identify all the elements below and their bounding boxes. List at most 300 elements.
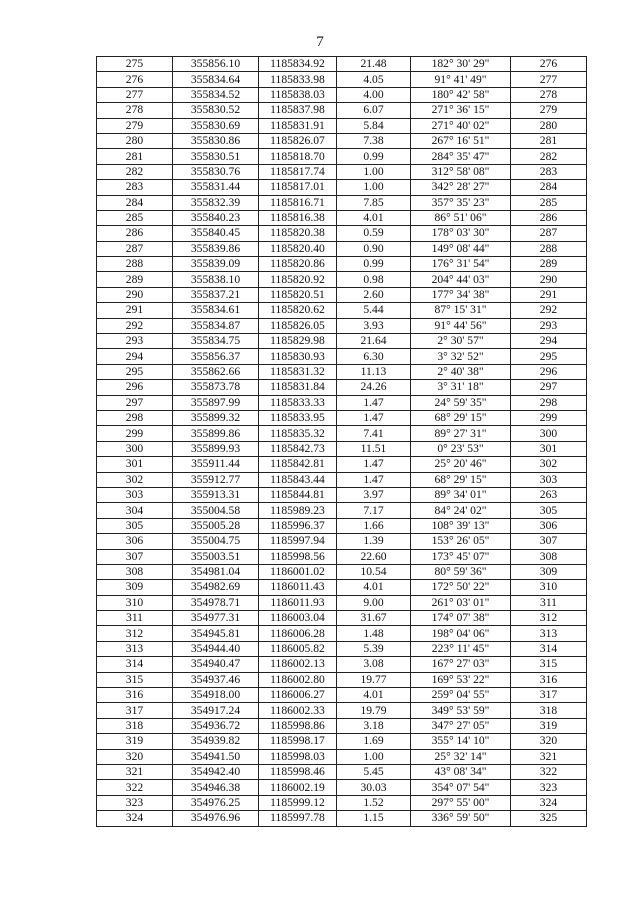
x-coordinate-cell: 355840.45 xyxy=(173,226,259,241)
distance-cell: 0.59 xyxy=(337,226,411,241)
point-number-cell: 318 xyxy=(97,718,173,733)
next-point-cell: 296 xyxy=(511,364,587,379)
bearing-cell: 2° 30' 57" xyxy=(411,334,511,349)
bearing-cell: 261° 03' 01" xyxy=(411,595,511,610)
point-number-cell: 287 xyxy=(97,241,173,256)
table-row xyxy=(97,472,587,487)
bearing-cell: 149° 08' 44" xyxy=(411,241,511,256)
table-row xyxy=(97,657,587,672)
point-number-cell: 305 xyxy=(97,518,173,533)
y-coordinate-cell: 1186006.27 xyxy=(259,688,337,703)
distance-cell: 1.15 xyxy=(337,811,411,826)
bearing-cell: 91° 41' 49" xyxy=(411,72,511,87)
next-point-cell: 317 xyxy=(511,688,587,703)
x-coordinate-cell: 354977.31 xyxy=(173,611,259,626)
x-coordinate-cell: 354918.00 xyxy=(173,688,259,703)
next-point-cell: 263 xyxy=(511,487,587,502)
bearing-cell: 336° 59' 50" xyxy=(411,811,511,826)
next-point-cell: 311 xyxy=(511,595,587,610)
distance-cell: 21.64 xyxy=(337,334,411,349)
bearing-cell: 172° 50' 22" xyxy=(411,580,511,595)
next-point-cell: 277 xyxy=(511,72,587,87)
y-coordinate-cell: 1186001.02 xyxy=(259,564,337,579)
distance-cell: 4.05 xyxy=(337,72,411,87)
table-row xyxy=(97,87,587,102)
bearing-cell: 355° 14' 10" xyxy=(411,734,511,749)
next-point-cell: 294 xyxy=(511,334,587,349)
y-coordinate-cell: 1185831.91 xyxy=(259,118,337,133)
bearing-cell: 91° 44' 56" xyxy=(411,318,511,333)
distance-cell: 1.47 xyxy=(337,472,411,487)
distance-cell: 4.01 xyxy=(337,210,411,225)
distance-cell: 5.39 xyxy=(337,641,411,656)
next-point-cell: 313 xyxy=(511,626,587,641)
bearing-cell: 312° 58' 08" xyxy=(411,164,511,179)
next-point-cell: 280 xyxy=(511,118,587,133)
x-coordinate-cell: 355830.51 xyxy=(173,149,259,164)
point-number-cell: 290 xyxy=(97,287,173,302)
x-coordinate-cell: 355873.78 xyxy=(173,380,259,395)
bearing-cell: 297° 55' 00" xyxy=(411,795,511,810)
y-coordinate-cell: 1185820.51 xyxy=(259,287,337,302)
distance-cell: 1.47 xyxy=(337,395,411,410)
bearing-cell: 87° 15' 31" xyxy=(411,303,511,318)
table-row xyxy=(97,57,587,72)
point-number-cell: 299 xyxy=(97,426,173,441)
next-point-cell: 324 xyxy=(511,795,587,810)
y-coordinate-cell: 1185997.94 xyxy=(259,534,337,549)
bearing-cell: 25° 20' 46" xyxy=(411,457,511,472)
bearing-cell: 259° 04' 55" xyxy=(411,688,511,703)
y-coordinate-cell: 1186003.04 xyxy=(259,611,337,626)
point-number-cell: 295 xyxy=(97,364,173,379)
table-row xyxy=(97,503,587,518)
table-row xyxy=(97,287,587,302)
bearing-cell: 89° 27' 31" xyxy=(411,426,511,441)
x-coordinate-cell: 355899.93 xyxy=(173,441,259,456)
table-row xyxy=(97,334,587,349)
bearing-cell: 153° 26' 05" xyxy=(411,534,511,549)
y-coordinate-cell: 1185816.71 xyxy=(259,195,337,210)
x-coordinate-cell: 355830.86 xyxy=(173,133,259,148)
table-row xyxy=(97,564,587,579)
y-coordinate-cell: 1185818.70 xyxy=(259,149,337,164)
table-row xyxy=(97,426,587,441)
y-coordinate-cell: 1185844.81 xyxy=(259,487,337,502)
x-coordinate-cell: 355834.87 xyxy=(173,318,259,333)
table-row xyxy=(97,241,587,256)
table-row xyxy=(97,534,587,549)
y-coordinate-cell: 1185998.17 xyxy=(259,734,337,749)
x-coordinate-cell: 354978.71 xyxy=(173,595,259,610)
y-coordinate-cell: 1186002.19 xyxy=(259,780,337,795)
bearing-cell: 86° 51' 06" xyxy=(411,210,511,225)
point-number-cell: 309 xyxy=(97,580,173,595)
distance-cell: 3.97 xyxy=(337,487,411,502)
point-number-cell: 277 xyxy=(97,87,173,102)
bearing-cell: 180° 42' 58" xyxy=(411,87,511,102)
x-coordinate-cell: 354982.69 xyxy=(173,580,259,595)
point-number-cell: 292 xyxy=(97,318,173,333)
bearing-cell: 223° 11' 45" xyxy=(411,641,511,656)
point-number-cell: 275 xyxy=(97,57,173,72)
point-number-cell: 276 xyxy=(97,72,173,87)
y-coordinate-cell: 1185998.56 xyxy=(259,549,337,564)
y-coordinate-cell: 1186002.80 xyxy=(259,672,337,687)
table-row xyxy=(97,72,587,87)
distance-cell: 1.00 xyxy=(337,164,411,179)
y-coordinate-cell: 1185998.86 xyxy=(259,718,337,733)
x-coordinate-cell: 355830.69 xyxy=(173,118,259,133)
y-coordinate-cell: 1185833.33 xyxy=(259,395,337,410)
table-row xyxy=(97,749,587,764)
bearing-cell: 271° 36' 15" xyxy=(411,103,511,118)
table-row xyxy=(97,626,587,641)
x-coordinate-cell: 355913.31 xyxy=(173,487,259,502)
x-coordinate-cell: 355899.86 xyxy=(173,426,259,441)
distance-cell: 0.99 xyxy=(337,149,411,164)
table-row xyxy=(97,149,587,164)
distance-cell: 7.85 xyxy=(337,195,411,210)
bearing-cell: 177° 34' 38" xyxy=(411,287,511,302)
distance-cell: 21.48 xyxy=(337,57,411,72)
table-row xyxy=(97,118,587,133)
distance-cell: 1.47 xyxy=(337,457,411,472)
x-coordinate-cell: 354942.40 xyxy=(173,764,259,779)
next-point-cell: 315 xyxy=(511,657,587,672)
point-number-cell: 286 xyxy=(97,226,173,241)
next-point-cell: 286 xyxy=(511,210,587,225)
x-coordinate-cell: 355838.10 xyxy=(173,272,259,287)
table-row xyxy=(97,734,587,749)
next-point-cell: 278 xyxy=(511,87,587,102)
bearing-cell: 198° 04' 06" xyxy=(411,626,511,641)
y-coordinate-cell: 1185838.03 xyxy=(259,87,337,102)
bearing-cell: 267° 16' 51" xyxy=(411,133,511,148)
table-row xyxy=(97,718,587,733)
y-coordinate-cell: 1185835.32 xyxy=(259,426,337,441)
distance-cell: 0.90 xyxy=(337,241,411,256)
next-point-cell: 291 xyxy=(511,287,587,302)
next-point-cell: 306 xyxy=(511,518,587,533)
x-coordinate-cell: 355830.52 xyxy=(173,103,259,118)
y-coordinate-cell: 1185834.92 xyxy=(259,57,337,72)
next-point-cell: 323 xyxy=(511,780,587,795)
bearing-cell: 3° 32' 52" xyxy=(411,349,511,364)
distance-cell: 5.45 xyxy=(337,764,411,779)
table-row xyxy=(97,764,587,779)
point-number-cell: 289 xyxy=(97,272,173,287)
table-row xyxy=(97,688,587,703)
distance-cell: 7.38 xyxy=(337,133,411,148)
distance-cell: 1.69 xyxy=(337,734,411,749)
x-coordinate-cell: 355839.86 xyxy=(173,241,259,256)
next-point-cell: 279 xyxy=(511,103,587,118)
next-point-cell: 292 xyxy=(511,303,587,318)
x-coordinate-cell: 354937.46 xyxy=(173,672,259,687)
table-row xyxy=(97,703,587,718)
distance-cell: 1.48 xyxy=(337,626,411,641)
table-row xyxy=(97,611,587,626)
point-number-cell: 319 xyxy=(97,734,173,749)
bearing-cell: 24° 59' 35" xyxy=(411,395,511,410)
x-coordinate-cell: 355912.77 xyxy=(173,472,259,487)
distance-cell: 1.00 xyxy=(337,180,411,195)
point-number-cell: 294 xyxy=(97,349,173,364)
y-coordinate-cell: 1186005.82 xyxy=(259,641,337,656)
bearing-cell: 182° 30' 29" xyxy=(411,57,511,72)
x-coordinate-cell: 355005.28 xyxy=(173,518,259,533)
y-coordinate-cell: 1185996.37 xyxy=(259,518,337,533)
table-row xyxy=(97,103,587,118)
point-number-cell: 310 xyxy=(97,595,173,610)
table-row xyxy=(97,364,587,379)
bearing-cell: 169° 53' 22" xyxy=(411,672,511,687)
point-number-cell: 317 xyxy=(97,703,173,718)
bearing-cell: 174° 07' 38" xyxy=(411,611,511,626)
y-coordinate-cell: 1185989.23 xyxy=(259,503,337,518)
next-point-cell: 284 xyxy=(511,180,587,195)
table-row xyxy=(97,210,587,225)
next-point-cell: 288 xyxy=(511,241,587,256)
x-coordinate-cell: 354976.96 xyxy=(173,811,259,826)
distance-cell: 7.17 xyxy=(337,503,411,518)
next-point-cell: 319 xyxy=(511,718,587,733)
next-point-cell: 321 xyxy=(511,749,587,764)
point-number-cell: 306 xyxy=(97,534,173,549)
point-number-cell: 314 xyxy=(97,657,173,672)
point-number-cell: 301 xyxy=(97,457,173,472)
distance-cell: 10.54 xyxy=(337,564,411,579)
next-point-cell: 287 xyxy=(511,226,587,241)
bearing-cell: 84° 24' 02" xyxy=(411,503,511,518)
distance-cell: 31.67 xyxy=(337,611,411,626)
y-coordinate-cell: 1185843.44 xyxy=(259,472,337,487)
table-row xyxy=(97,811,587,826)
y-coordinate-cell: 1185820.86 xyxy=(259,257,337,272)
distance-cell: 4.01 xyxy=(337,688,411,703)
distance-cell: 6.07 xyxy=(337,103,411,118)
point-number-cell: 302 xyxy=(97,472,173,487)
y-coordinate-cell: 1185997.78 xyxy=(259,811,337,826)
bearing-cell: 357° 35' 23" xyxy=(411,195,511,210)
distance-cell: 11.51 xyxy=(337,441,411,456)
point-number-cell: 288 xyxy=(97,257,173,272)
next-point-cell: 318 xyxy=(511,703,587,718)
point-number-cell: 322 xyxy=(97,780,173,795)
next-point-cell: 309 xyxy=(511,564,587,579)
bearing-cell: 0° 23' 53" xyxy=(411,441,511,456)
y-coordinate-cell: 1185831.84 xyxy=(259,380,337,395)
y-coordinate-cell: 1185826.05 xyxy=(259,318,337,333)
y-coordinate-cell: 1185833.95 xyxy=(259,410,337,425)
distance-cell: 1.00 xyxy=(337,749,411,764)
distance-cell: 24.26 xyxy=(337,380,411,395)
y-coordinate-cell: 1185820.38 xyxy=(259,226,337,241)
bearing-cell: 176° 31' 54" xyxy=(411,257,511,272)
table-row xyxy=(97,164,587,179)
point-number-cell: 293 xyxy=(97,334,173,349)
y-coordinate-cell: 1185831.32 xyxy=(259,364,337,379)
x-coordinate-cell: 354981.04 xyxy=(173,564,259,579)
x-coordinate-cell: 354945.81 xyxy=(173,626,259,641)
x-coordinate-cell: 355832.39 xyxy=(173,195,259,210)
distance-cell: 3.18 xyxy=(337,718,411,733)
x-coordinate-cell: 354917.24 xyxy=(173,703,259,718)
point-number-cell: 285 xyxy=(97,210,173,225)
next-point-cell: 298 xyxy=(511,395,587,410)
table-row xyxy=(97,303,587,318)
distance-cell: 4.01 xyxy=(337,580,411,595)
next-point-cell: 297 xyxy=(511,380,587,395)
table-row xyxy=(97,380,587,395)
point-number-cell: 316 xyxy=(97,688,173,703)
table-row xyxy=(97,395,587,410)
next-point-cell: 305 xyxy=(511,503,587,518)
distance-cell: 0.99 xyxy=(337,257,411,272)
distance-cell: 1.39 xyxy=(337,534,411,549)
table-row xyxy=(97,487,587,502)
point-number-cell: 281 xyxy=(97,149,173,164)
table-row xyxy=(97,133,587,148)
next-point-cell: 281 xyxy=(511,133,587,148)
point-number-cell: 279 xyxy=(97,118,173,133)
x-coordinate-cell: 354941.50 xyxy=(173,749,259,764)
table-row xyxy=(97,595,587,610)
bearing-cell: 178° 03' 30" xyxy=(411,226,511,241)
x-coordinate-cell: 355834.75 xyxy=(173,334,259,349)
bearing-cell: 271° 40' 02" xyxy=(411,118,511,133)
point-number-cell: 296 xyxy=(97,380,173,395)
point-number-cell: 307 xyxy=(97,549,173,564)
point-number-cell: 298 xyxy=(97,410,173,425)
y-coordinate-cell: 1185842.81 xyxy=(259,457,337,472)
table-row xyxy=(97,272,587,287)
table-row xyxy=(97,318,587,333)
point-number-cell: 313 xyxy=(97,641,173,656)
x-coordinate-cell: 355003.51 xyxy=(173,549,259,564)
point-number-cell: 280 xyxy=(97,133,173,148)
distance-cell: 19.77 xyxy=(337,672,411,687)
table-row xyxy=(97,257,587,272)
distance-cell: 1.47 xyxy=(337,410,411,425)
point-number-cell: 282 xyxy=(97,164,173,179)
y-coordinate-cell: 1186011.43 xyxy=(259,580,337,595)
bearing-cell: 89° 34' 01" xyxy=(411,487,511,502)
point-number-cell: 323 xyxy=(97,795,173,810)
y-coordinate-cell: 1185816.38 xyxy=(259,210,337,225)
next-point-cell: 301 xyxy=(511,441,587,456)
table-row xyxy=(97,195,587,210)
next-point-cell: 285 xyxy=(511,195,587,210)
next-point-cell: 295 xyxy=(511,349,587,364)
y-coordinate-cell: 1186002.33 xyxy=(259,703,337,718)
y-coordinate-cell: 1186006.28 xyxy=(259,626,337,641)
y-coordinate-cell: 1185817.01 xyxy=(259,180,337,195)
page-number: 7 xyxy=(316,34,324,50)
bearing-cell: 173° 45' 07" xyxy=(411,549,511,564)
table-row xyxy=(97,457,587,472)
distance-cell: 22.60 xyxy=(337,549,411,564)
next-point-cell: 307 xyxy=(511,534,587,549)
x-coordinate-cell: 354940.47 xyxy=(173,657,259,672)
distance-cell: 0.98 xyxy=(337,272,411,287)
distance-cell: 6.30 xyxy=(337,349,411,364)
coordinates-table xyxy=(96,56,587,827)
table-row xyxy=(97,180,587,195)
next-point-cell: 325 xyxy=(511,811,587,826)
point-number-cell: 320 xyxy=(97,749,173,764)
point-number-cell: 300 xyxy=(97,441,173,456)
table-row xyxy=(97,672,587,687)
point-number-cell: 311 xyxy=(97,611,173,626)
bearing-cell: 342° 28' 27" xyxy=(411,180,511,195)
next-point-cell: 322 xyxy=(511,764,587,779)
next-point-cell: 303 xyxy=(511,472,587,487)
next-point-cell: 300 xyxy=(511,426,587,441)
distance-cell: 1.66 xyxy=(337,518,411,533)
point-number-cell: 315 xyxy=(97,672,173,687)
next-point-cell: 302 xyxy=(511,457,587,472)
table-row xyxy=(97,549,587,564)
distance-cell: 9.00 xyxy=(337,595,411,610)
next-point-cell: 312 xyxy=(511,611,587,626)
table-row xyxy=(97,441,587,456)
x-coordinate-cell: 354939.82 xyxy=(173,734,259,749)
x-coordinate-cell: 355899.32 xyxy=(173,410,259,425)
y-coordinate-cell: 1185833.98 xyxy=(259,72,337,87)
x-coordinate-cell: 355897.99 xyxy=(173,395,259,410)
y-coordinate-cell: 1185829.98 xyxy=(259,334,337,349)
y-coordinate-cell: 1186011.93 xyxy=(259,595,337,610)
bearing-cell: 3° 31' 18" xyxy=(411,380,511,395)
point-number-cell: 312 xyxy=(97,626,173,641)
distance-cell: 2.60 xyxy=(337,287,411,302)
y-coordinate-cell: 1185817.74 xyxy=(259,164,337,179)
y-coordinate-cell: 1185820.40 xyxy=(259,241,337,256)
bearing-cell: 2° 40' 38" xyxy=(411,364,511,379)
table-row xyxy=(97,780,587,795)
next-point-cell: 276 xyxy=(511,57,587,72)
x-coordinate-cell: 355831.44 xyxy=(173,180,259,195)
x-coordinate-cell: 355862.66 xyxy=(173,364,259,379)
table-row xyxy=(97,580,587,595)
table-row xyxy=(97,641,587,656)
point-number-cell: 278 xyxy=(97,103,173,118)
bearing-cell: 167° 27' 03" xyxy=(411,657,511,672)
point-number-cell: 291 xyxy=(97,303,173,318)
point-number-cell: 303 xyxy=(97,487,173,502)
y-coordinate-cell: 1185842.73 xyxy=(259,441,337,456)
distance-cell: 3.08 xyxy=(337,657,411,672)
x-coordinate-cell: 354976.25 xyxy=(173,795,259,810)
distance-cell: 4.00 xyxy=(337,87,411,102)
bearing-cell: 108° 39' 13" xyxy=(411,518,511,533)
distance-cell: 1.52 xyxy=(337,795,411,810)
y-coordinate-cell: 1186002.13 xyxy=(259,657,337,672)
table-row xyxy=(97,349,587,364)
next-point-cell: 299 xyxy=(511,410,587,425)
y-coordinate-cell: 1185826.07 xyxy=(259,133,337,148)
point-number-cell: 324 xyxy=(97,811,173,826)
point-number-cell: 284 xyxy=(97,195,173,210)
distance-cell: 3.93 xyxy=(337,318,411,333)
next-point-cell: 308 xyxy=(511,549,587,564)
bearing-cell: 68° 29' 15" xyxy=(411,410,511,425)
y-coordinate-cell: 1185998.46 xyxy=(259,764,337,779)
x-coordinate-cell: 355834.61 xyxy=(173,303,259,318)
distance-cell: 7.41 xyxy=(337,426,411,441)
